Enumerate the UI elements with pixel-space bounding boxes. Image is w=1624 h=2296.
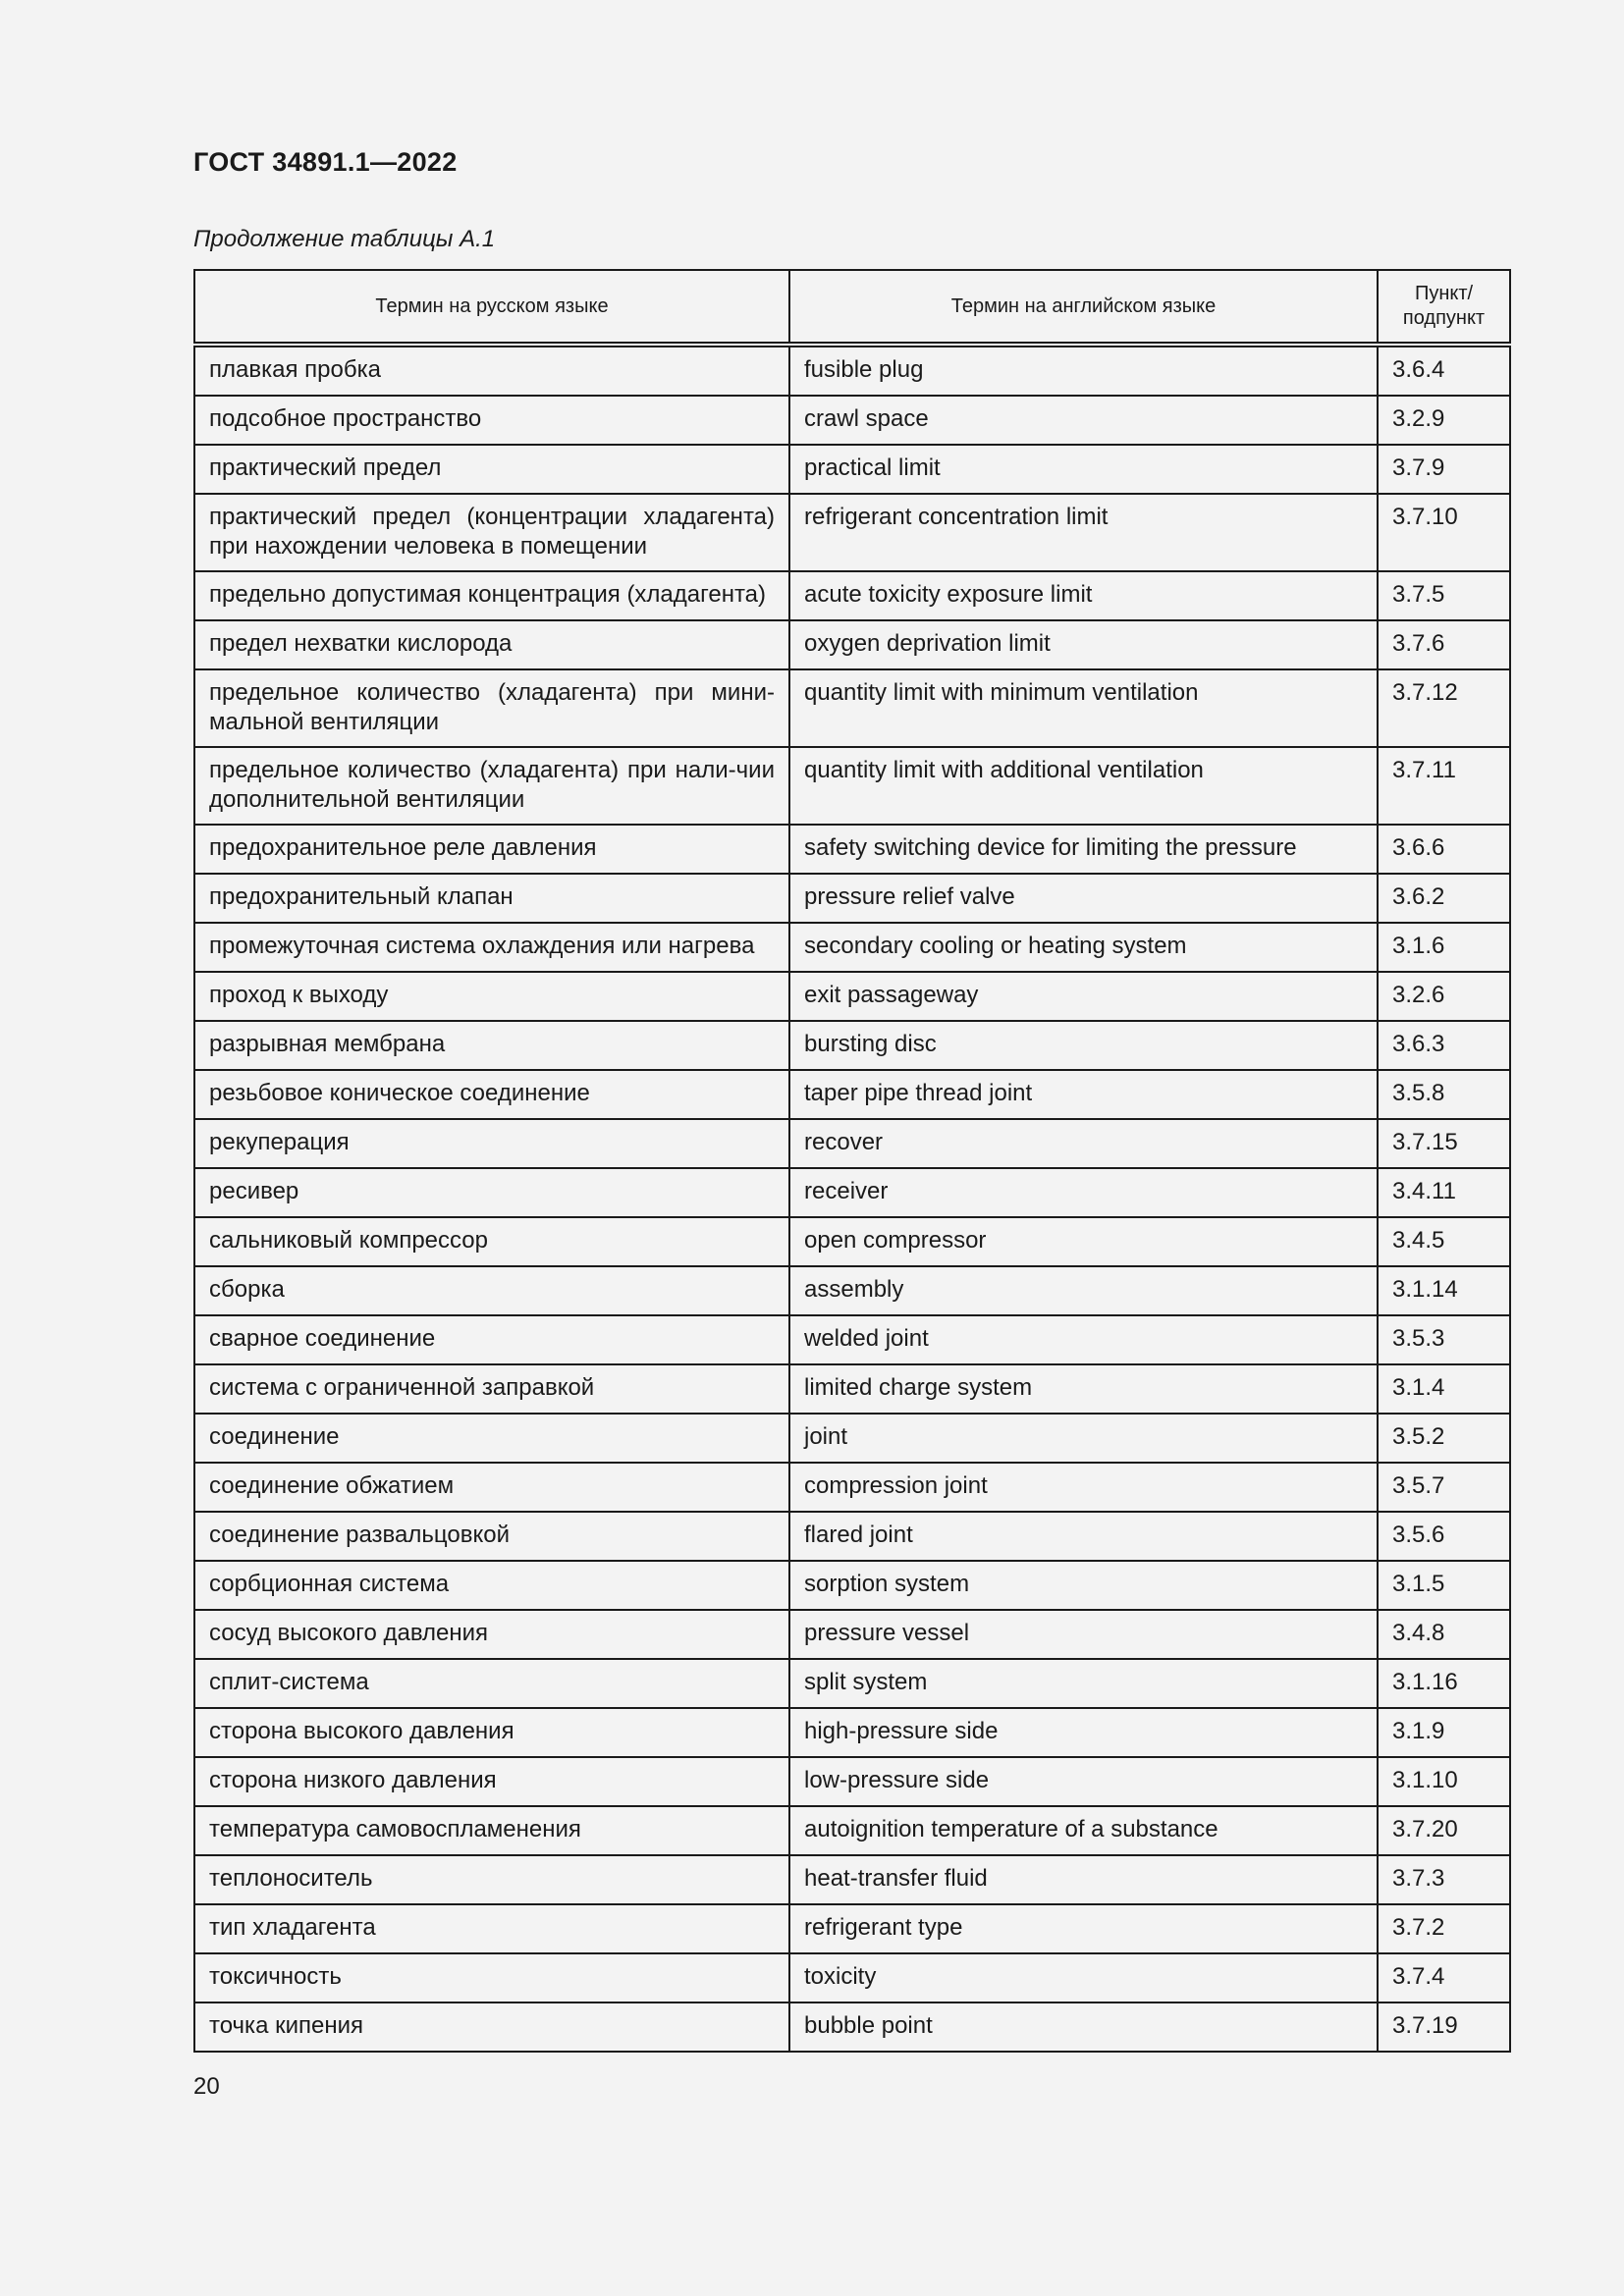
- clause-cell: 3.5.2: [1378, 1414, 1510, 1463]
- english-term-cell: joint: [789, 1414, 1378, 1463]
- clause-cell: 3.4.5: [1378, 1217, 1510, 1266]
- russian-term-cell: предельное количество (хладагента) при нали-чии дополнительной вентиляции: [194, 747, 789, 825]
- table-row: [194, 1168, 1510, 1217]
- table-row: [194, 1708, 1510, 1757]
- russian-term-cell: соединение развальцовкой: [194, 1512, 789, 1561]
- table-row: [194, 345, 1510, 396]
- russian-term-cell: практический предел: [194, 445, 789, 494]
- english-term-cell: compression joint: [789, 1463, 1378, 1512]
- english-term-cell: pressure vessel: [789, 1610, 1378, 1659]
- table-row: [194, 1659, 1510, 1708]
- table-row: [194, 2002, 1510, 2052]
- header-english-term: Термин на английском языке: [789, 270, 1378, 345]
- russian-term-cell: сальниковый компрессор: [194, 1217, 789, 1266]
- table-body: [194, 345, 1510, 2052]
- english-term-cell: receiver: [789, 1168, 1378, 1217]
- russian-term-cell: точка кипения: [194, 2002, 789, 2052]
- table-row: [194, 923, 1510, 972]
- russian-term-cell: соединение обжатием: [194, 1463, 789, 1512]
- table-row: [194, 571, 1510, 620]
- english-term-cell: fusible plug: [789, 345, 1378, 396]
- english-term-cell: sorption system: [789, 1561, 1378, 1610]
- clause-cell: 3.7.11: [1378, 747, 1510, 825]
- table-row: [194, 825, 1510, 874]
- russian-term-cell: ресивер: [194, 1168, 789, 1217]
- header-clause-line1: Пункт/: [1414, 283, 1474, 304]
- english-term-cell: quantity limit with additional ventilation: [789, 747, 1378, 825]
- russian-term-cell: разрывная мембрана: [194, 1021, 789, 1070]
- table-row: [194, 1512, 1510, 1561]
- document-title: ГОСТ 34891.1—2022: [193, 147, 458, 177]
- table-header: [194, 270, 1510, 345]
- table-row: [194, 1119, 1510, 1168]
- russian-term-cell: сплит-система: [194, 1659, 789, 1708]
- clause-cell: 3.7.10: [1378, 494, 1510, 571]
- header-clause: [1378, 270, 1510, 345]
- table-row: [194, 620, 1510, 669]
- russian-term-cell: проход к выходу: [194, 972, 789, 1021]
- russian-term-cell: сварное соединение: [194, 1315, 789, 1364]
- english-term-cell: bursting disc: [789, 1021, 1378, 1070]
- table-row: [194, 396, 1510, 445]
- english-term-cell: acute toxicity exposure limit: [789, 571, 1378, 620]
- russian-term-cell: предел нехватки кислорода: [194, 620, 789, 669]
- english-term-cell: recover: [789, 1119, 1378, 1168]
- clause-cell: 3.7.2: [1378, 1904, 1510, 1953]
- english-term-cell: split system: [789, 1659, 1378, 1708]
- table-row: [194, 1414, 1510, 1463]
- clause-cell: 3.6.6: [1378, 825, 1510, 874]
- russian-term-cell: плавкая пробка: [194, 345, 789, 396]
- russian-term-cell: соединение: [194, 1414, 789, 1463]
- english-term-cell: practical limit: [789, 445, 1378, 494]
- russian-term-cell: сосуд высокого давления: [194, 1610, 789, 1659]
- clause-cell: 3.5.8: [1378, 1070, 1510, 1119]
- header-row: [194, 270, 1510, 345]
- english-term-cell: crawl space: [789, 396, 1378, 445]
- english-term-cell: secondary cooling or heating system: [789, 923, 1378, 972]
- table-row: [194, 1364, 1510, 1414]
- english-term-cell: safety switching device for limiting the pressure: [789, 825, 1378, 874]
- clause-cell: 3.5.3: [1378, 1315, 1510, 1364]
- clause-cell: 3.7.4: [1378, 1953, 1510, 2002]
- clause-cell: 3.1.6: [1378, 923, 1510, 972]
- clause-cell: 3.1.14: [1378, 1266, 1510, 1315]
- table-row: [194, 494, 1510, 571]
- terms-table: [193, 269, 1511, 2053]
- english-term-cell: bubble point: [789, 2002, 1378, 2052]
- table-row: [194, 1266, 1510, 1315]
- english-term-cell: autoignition temperature of a substance: [789, 1806, 1378, 1855]
- table-row: [194, 1610, 1510, 1659]
- table-caption: Продолжение таблицы А.1: [193, 226, 496, 252]
- russian-term-cell: промежуточная система охлаждения или нагрева: [194, 923, 789, 972]
- clause-cell: 3.4.11: [1378, 1168, 1510, 1217]
- table-row: [194, 1021, 1510, 1070]
- english-term-cell: quantity limit with minimum ventilation: [789, 669, 1378, 747]
- russian-term-cell: сорбционная система: [194, 1561, 789, 1610]
- clause-cell: 3.1.9: [1378, 1708, 1510, 1757]
- clause-cell: 3.7.5: [1378, 571, 1510, 620]
- russian-term-cell: температура самовоспламенения: [194, 1806, 789, 1855]
- table-row: [194, 1315, 1510, 1364]
- english-term-cell: flared joint: [789, 1512, 1378, 1561]
- russian-term-cell: сторона низкого давления: [194, 1757, 789, 1806]
- russian-term-cell: теплоноситель: [194, 1855, 789, 1904]
- table-row: [194, 1070, 1510, 1119]
- table-row: [194, 874, 1510, 923]
- table-row: [194, 1757, 1510, 1806]
- table-row: [194, 747, 1510, 825]
- english-term-cell: pressure relief valve: [789, 874, 1378, 923]
- clause-cell: 3.1.10: [1378, 1757, 1510, 1806]
- clause-cell: 3.7.19: [1378, 2002, 1510, 2052]
- russian-term-cell: предельное количество (хладагента) при мини-мальной вентиляции: [194, 669, 789, 747]
- clause-cell: 3.7.3: [1378, 1855, 1510, 1904]
- table-row: [194, 1904, 1510, 1953]
- english-term-cell: assembly: [789, 1266, 1378, 1315]
- clause-cell: 3.7.12: [1378, 669, 1510, 747]
- table-row: [194, 1953, 1510, 2002]
- clause-cell: 3.4.8: [1378, 1610, 1510, 1659]
- clause-cell: 3.1.4: [1378, 1364, 1510, 1414]
- english-term-cell: low-pressure side: [789, 1757, 1378, 1806]
- russian-term-cell: сторона высокого давления: [194, 1708, 789, 1757]
- russian-term-cell: тип хладагента: [194, 1904, 789, 1953]
- header-russian-term: Термин на русском языке: [194, 270, 789, 345]
- english-term-cell: oxygen deprivation limit: [789, 620, 1378, 669]
- clause-cell: 3.5.6: [1378, 1512, 1510, 1561]
- russian-term-cell: рекуперация: [194, 1119, 789, 1168]
- english-term-cell: open compressor: [789, 1217, 1378, 1266]
- clause-cell: 3.5.7: [1378, 1463, 1510, 1512]
- english-term-cell: taper pipe thread joint: [789, 1070, 1378, 1119]
- clause-cell: 3.7.20: [1378, 1806, 1510, 1855]
- page-number: 20: [193, 2073, 220, 2100]
- clause-cell: 3.1.16: [1378, 1659, 1510, 1708]
- clause-cell: 3.7.9: [1378, 445, 1510, 494]
- english-term-cell: welded joint: [789, 1315, 1378, 1364]
- clause-cell: 3.7.6: [1378, 620, 1510, 669]
- table-row: [194, 445, 1510, 494]
- english-term-cell: toxicity: [789, 1953, 1378, 2002]
- russian-term-cell: предохранительное реле давления: [194, 825, 789, 874]
- english-term-cell: limited charge system: [789, 1364, 1378, 1414]
- header-clause-line2: подпункт: [1402, 307, 1486, 329]
- english-term-cell: heat-transfer fluid: [789, 1855, 1378, 1904]
- clause-cell: 3.7.15: [1378, 1119, 1510, 1168]
- russian-term-cell: предельно допустимая концентрация (хладагента): [194, 571, 789, 620]
- table-row: [194, 1561, 1510, 1610]
- clause-cell: 3.6.2: [1378, 874, 1510, 923]
- table-row: [194, 1806, 1510, 1855]
- russian-term-cell: система с ограниченной заправкой: [194, 1364, 789, 1414]
- english-term-cell: high-pressure side: [789, 1708, 1378, 1757]
- russian-term-cell: предохранительный клапан: [194, 874, 789, 923]
- russian-term-cell: подсобное пространство: [194, 396, 789, 445]
- russian-term-cell: токсичность: [194, 1953, 789, 2002]
- table-row: [194, 1217, 1510, 1266]
- clause-cell: 3.1.5: [1378, 1561, 1510, 1610]
- clause-cell: 3.6.4: [1378, 345, 1510, 396]
- russian-term-cell: резьбовое коническое соединение: [194, 1070, 789, 1119]
- russian-term-cell: сборка: [194, 1266, 789, 1315]
- russian-term-cell: практический предел (концентрации хладагента) при нахождении человека в помещении: [194, 494, 789, 571]
- english-term-cell: refrigerant concentration limit: [789, 494, 1378, 571]
- table-row: [194, 1463, 1510, 1512]
- table-row: [194, 972, 1510, 1021]
- table-row: [194, 669, 1510, 747]
- clause-cell: 3.6.3: [1378, 1021, 1510, 1070]
- clause-cell: 3.2.6: [1378, 972, 1510, 1021]
- english-term-cell: exit passageway: [789, 972, 1378, 1021]
- english-term-cell: refrigerant type: [789, 1904, 1378, 1953]
- table-row: [194, 1855, 1510, 1904]
- clause-cell: 3.2.9: [1378, 396, 1510, 445]
